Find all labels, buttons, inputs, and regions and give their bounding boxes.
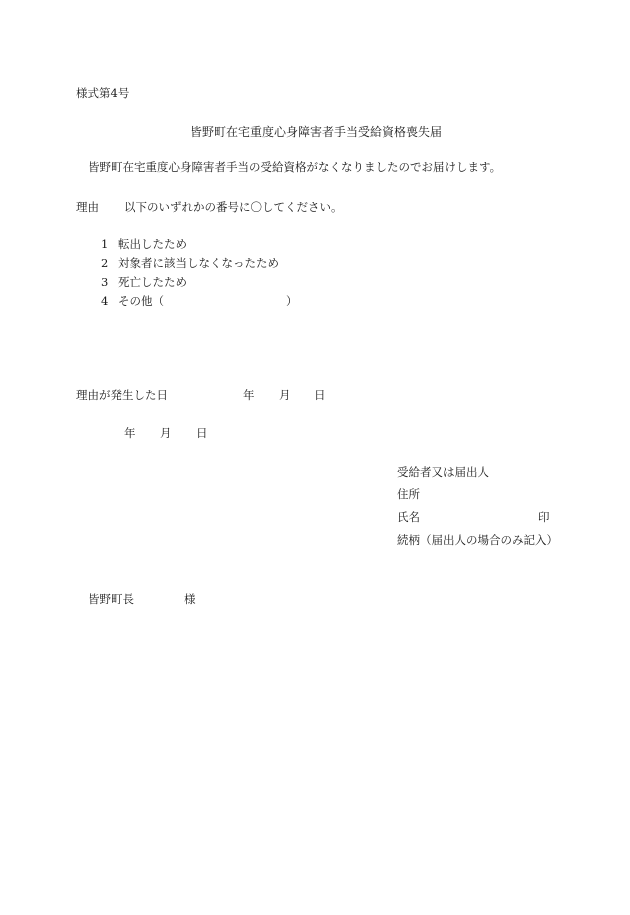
addressee-mayor: 皆野町長 (88, 592, 134, 606)
reason-instruction: 以下のいずれかの番号に〇してください。 (124, 200, 343, 214)
occurred-year: 年 (243, 388, 255, 402)
occurred-day: 日 (314, 388, 326, 402)
reason-label: 理由 (76, 200, 99, 214)
occurred-month: 月 (279, 388, 291, 402)
document-title: 皆野町在宅重度心身障害者手当受給資格喪失届 (190, 125, 443, 139)
seal-mark: 印 (538, 510, 550, 524)
applicant-heading: 受給者又は届出人 (397, 465, 489, 479)
filing-day: 日 (196, 426, 208, 440)
reason-option-text: 対象者に該当しなくなったため (118, 256, 279, 270)
form-number: 様式第4号 (76, 86, 130, 100)
reason-other-close: ） (286, 294, 298, 308)
reason-option-text: 転出したため (118, 237, 187, 251)
addressee-honorific: 様 (184, 592, 196, 606)
reason-option-text: その他（ (118, 294, 164, 308)
occurred-date-label: 理由が発生した日 (76, 388, 168, 402)
applicant-name-label: 氏名 (397, 510, 420, 524)
reason-option-number: 1 (101, 237, 109, 251)
intro-text: 皆野町在宅重度心身障害者手当の受給資格がなくなりましたのでお届けします。 (88, 160, 502, 174)
filing-month: 月 (160, 426, 172, 440)
reason-option-number: 4 (101, 294, 109, 308)
reason-option-number: 2 (101, 256, 109, 270)
reason-option-number: 3 (101, 275, 109, 289)
applicant-relationship-label: 続柄（届出人の場合のみ記入） (397, 533, 558, 547)
applicant-address-label: 住所 (397, 487, 420, 501)
reason-option-text: 死亡したため (118, 275, 187, 289)
filing-year: 年 (124, 426, 136, 440)
